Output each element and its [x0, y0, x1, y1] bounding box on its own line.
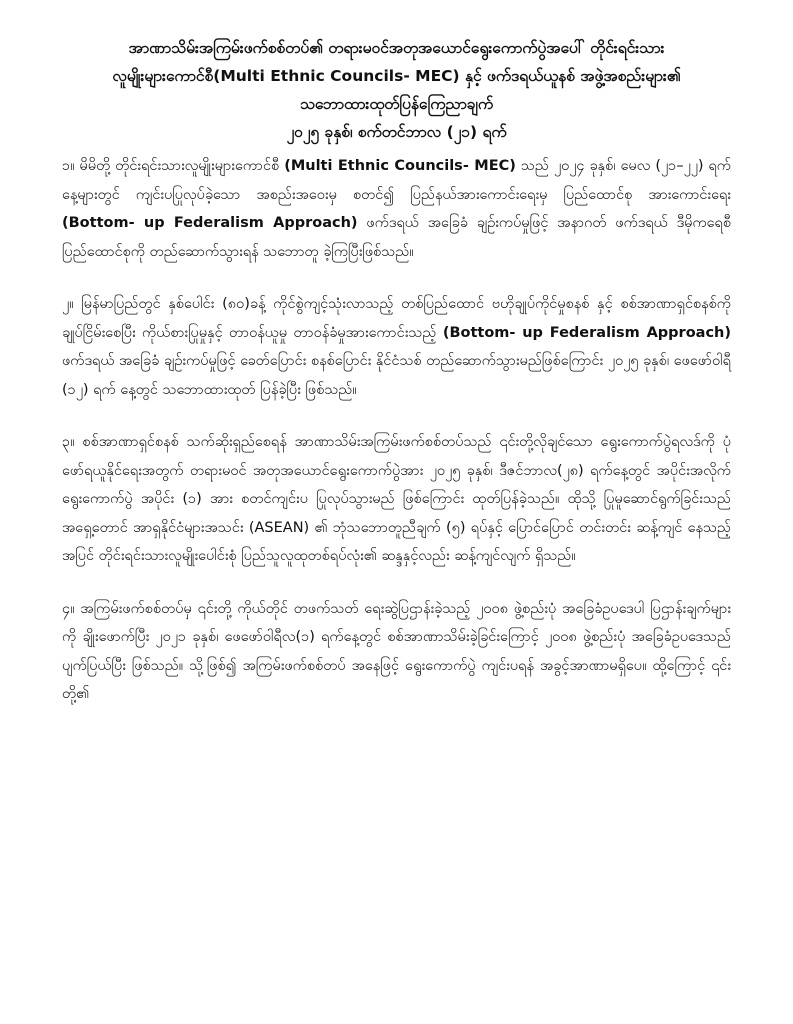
paragraph-1	[62, 152, 731, 266]
title-line-1: အာဏာသိမ်းအကြမ်းဖက်စစ်တပ်၏ တရားမဝင်အတုအယောင်ရွေးကောက်ပွဲအပေါ် တိုင်းရင်းသား	[128, 39, 665, 57]
title-line-2: လူမျိုးများကောင်စီ(Multi Ethnic Councils- MEC) နှင့် ဖက်ဒရယ်ယူနစ် အဖွဲ့အစည်းများ၏	[112, 67, 681, 85]
paragraph-1-text-c: သည် ၂၀၂၄ ခုနှစ်၊ မေလ (၂၁–၂၂) ရက်နေ့များတွင် ကျင်းပပြုလုပ်ခဲ့သော အစည်းအဝေးမှ စတင်၍ ပြည်နယ်အားကောင်းရေးမှ ပြည်ထောင်စု အားကောင်းရေး	[62, 158, 731, 203]
paragraph-1-bold-mec: (Multi Ethnic Councils- MEC)	[284, 158, 516, 174]
paragraph-2-bold-approach: (Bottom- up Federalism Approach)	[442, 324, 731, 341]
paragraph-3: ၃။ စစ်အာဏာရှင်စနစ် သက်ဆိုးရှည်စေရန် အာဏာသိမ်းအကြမ်းဖက်စစ်တပ်သည် ၎င်းတို့လိုချင်သော ရွေးကောက်ပွဲရလဒ်ကို ပုံဖော်ရယူနိုင်ရေးအတွက် တရားမဝင် အတုအယောင်ရွေးကောက်ပွဲအား ၂၀၂၅ ခုနှစ်၊ ဒီဇင်ဘာလ(၂၈) ရက်နေ့တွင် အပိုင်းအလိုက် ရွေးကောက်ပွဲ အပိုင်း (၁) အား စတင်ကျင်းပ ပြုလုပ်သွားမည် ဖြစ်ကြောင်း ထုတ်ပြန်ခဲ့သည်။ ထိုသို့ ပြုမူဆောင်ရွက်ခြင်းသည် အရှေ့တောင် အာရှနိုင်ငံများအသင်း (ASEAN) ၏ ဘုံသဘောတူညီချက် (၅) ရပ်နှင့် ပြောင်ပြောင် တင်းတင်း ဆန့်ကျင် နေသည့်အပြင် တိုင်းရင်းသားလူမျိုးပေါင်းစုံ ပြည်သူလူထုတစ်ရပ်လုံး၏ ဆန္ဒနှင့်လည်း ဆန့်ကျင်လျက် ရှိသည်။	[62, 434, 731, 564]
document-header	[62, 34, 731, 146]
statement-date: ၂၀၂၅ ခုနှစ်၊ စက်တင်ဘာလ (၂၁) ရက်	[286, 123, 507, 141]
paragraph-1-text-e: ဖက်ဒရယ် အခြေခံ ချဉ်းကပ်မှုဖြင့် အနာဂတ် ဖက်ဒရယ် ဒီမိုကရေစီပြည်ထောင်စုကို တည်ဆောက်သွားရန် သဘောတူ ခဲ့ကြပြီးဖြစ်သည်။	[62, 215, 731, 260]
paragraph-2-text-c: ဖက်ဒရယ် အခြေခံ ချဉ်းကပ်မှုဖြင့် ခေတ်ပြောင်း စနစ်ပြောင်း နိုင်ငံသစ် တည်ဆောက်သွားမည်ဖြစ်ကြောင်း ၂၀၂၅ ခုနှစ်၊ ဖေဖော်ဝါရီ (၁၂) ရက် နေ့တွင် သဘောထားထုတ် ပြန်ခဲ့ပြီး ဖြစ်သည်။	[62, 353, 731, 398]
paragraph-2	[62, 290, 731, 404]
paragraph-2-text-a: ၂။ မြန်မာပြည်တွင် နှစ်ပေါင်း (၈၀)ခန့် ကိုင်စွဲကျင့်သုံးလာသည့် တစ်ပြည်ထောင် ဗဟိုချုပ်ကိုင်မှုစနစ် နှင့် စစ်အာဏာရှင်စနစ်ကိုချုပ်ငြိမ်းစေပြီး ကိုယ်စားပြုမှုနှင့် တာဝန်ယူမှု တာဝန်ခံမှုအားကောင်းသည့်	[62, 296, 731, 341]
paragraph-1-text-a: ၁။ မိမိတို့ တိုင်းရင်းသားလူမျိုးများကောင်စီ	[62, 158, 285, 174]
title-line-3: သဘောထားထုတ်ပြန်ကြေညာချက်	[299, 95, 494, 113]
paragraph-4: ၄။ အကြမ်းဖက်စစ်တပ်မှ ၎င်းတို့ ကိုယ်တိုင် တဖက်သတ် ရေးဆွဲပြဌာန်းခဲ့သည့် ၂၀၀၈ ဖွဲ့စည်းပုံ အခြေခံဥပဒေပါ ပြဌာန်းချက်များကို ချိုးဖောက်ပြီး ၂၀၂၁ ခုနှစ်၊ ဖေဖော်ဝါရီလ(၁) ရက်နေ့တွင် စစ်အာဏာသိမ်းခဲ့ခြင်းကြောင့် ၂၀၀၈ ဖွဲ့စည်းပုံ အခြေခံဥပဒေသည် ပျက်ပြယ်ပြီး ဖြစ်သည်။ သို့ဖြစ်၍ အကြမ်းဖက်စစ်တပ် အနေဖြင့် ရွေးကောက်ပွဲ ကျင်းပရန် အခွင့်အာဏာမရှိပေ။ ထို့ကြောင့် ၎င်းတို့၏	[62, 600, 731, 702]
paragraph-1-bold-approach: (Bottom- up Federalism Approach)	[62, 215, 358, 231]
